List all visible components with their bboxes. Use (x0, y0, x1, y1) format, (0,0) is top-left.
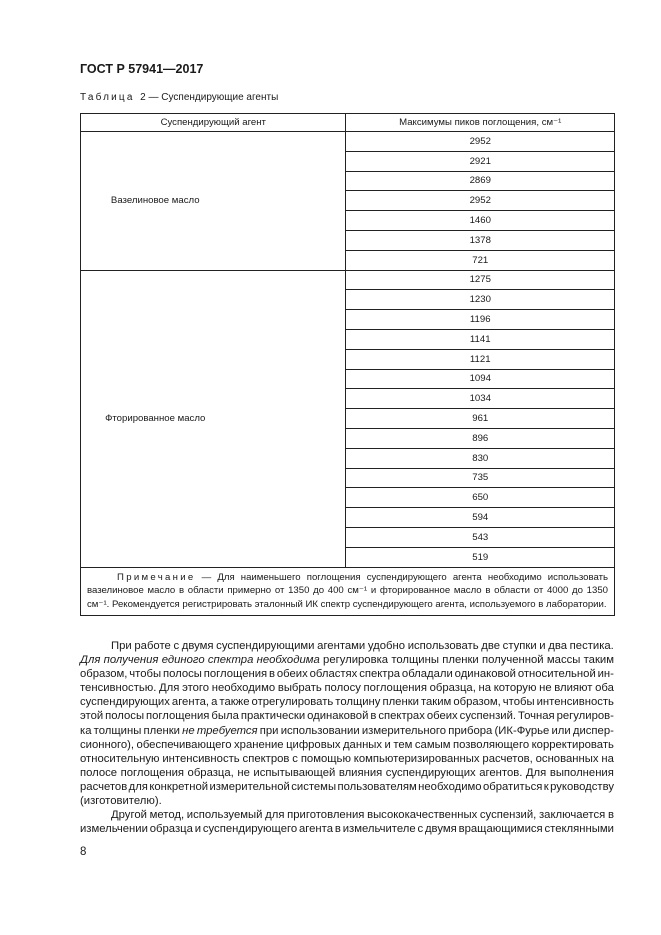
page-number: 8 (80, 846, 87, 858)
word: поглощения (363, 682, 427, 695)
word: (ИК-Фурье (494, 724, 550, 737)
word: суспензий. (459, 710, 517, 723)
word: образом, (453, 696, 501, 709)
column-header: Суспендирующий агент (81, 114, 346, 132)
word: агентов. (479, 766, 523, 779)
word: тенсивностью. (80, 682, 157, 695)
word: При (111, 640, 132, 652)
word: образца (149, 823, 193, 836)
agent-cell (81, 132, 346, 271)
word: регулировка (323, 654, 389, 667)
word: с (173, 640, 180, 652)
word: полосу (324, 682, 361, 695)
text-line (80, 709, 614, 723)
emphasis-text: необходима (256, 654, 320, 667)
word: диспер- (572, 724, 614, 737)
word: расчетов, (482, 752, 533, 765)
paragraph (80, 639, 614, 808)
word: одинаковой (307, 710, 369, 723)
word: конкретной (149, 780, 209, 793)
word: поглощения (203, 668, 268, 681)
note-label: Примечание (117, 571, 196, 583)
column-header: Максимумы пиков поглощения, см⁻¹ (346, 114, 615, 132)
agent-cell (81, 270, 346, 567)
word: для (265, 809, 285, 822)
word: двумя (424, 823, 457, 836)
word: областях (309, 668, 358, 681)
word: поглощения (120, 766, 185, 779)
word: не (237, 766, 250, 779)
note-row (81, 567, 615, 616)
word: стеклянными (544, 823, 614, 836)
word: суспендирующих (385, 766, 476, 779)
word: толщины (391, 654, 439, 667)
emphasis-text: Для (80, 654, 101, 667)
emphasis-text: спектра (207, 654, 254, 667)
word: обеспечивающего (136, 738, 232, 751)
word: Точная (518, 710, 555, 723)
word: полосе (80, 766, 118, 779)
caption-label: Таблица (80, 92, 135, 103)
word: в (370, 710, 377, 723)
text-line (80, 653, 614, 667)
word: Другой (111, 809, 147, 822)
word: (изготовителю). (80, 795, 162, 808)
text-line (80, 681, 614, 695)
word: пленки (442, 654, 479, 667)
peak-value: 1196 (346, 310, 615, 330)
word: регулиров- (556, 710, 614, 723)
word: удобно (367, 640, 406, 652)
text-line (80, 639, 614, 653)
word: суспендирующих (80, 696, 170, 709)
note-text: — Для наименьшего поглощения суспендирующего агента необходимо использовать вазелиновое масло в области примерно от 1350 до 400 см⁻¹ и фторированное масло в области от 4000 до 1350 см⁻¹. Рекомендуется регистрировать эталонный ИК спектр суспендирующего агента, используемого в лаборатории. (87, 571, 609, 610)
word: данных (342, 738, 383, 751)
word: суспензий, (479, 809, 537, 822)
table-row (81, 270, 615, 290)
word: образом, (80, 668, 128, 681)
peak-value: 2952 (346, 191, 615, 211)
word: пестика. (569, 640, 614, 652)
word: таким (420, 696, 452, 709)
word: испытывающей (253, 766, 336, 779)
peak-value: 2952 (346, 132, 615, 152)
word: полосы (162, 668, 202, 681)
emphasis-text: требуется (196, 724, 258, 737)
table-note (81, 567, 615, 616)
emphasis-text: единого (161, 654, 205, 667)
word: поглощения (146, 710, 210, 723)
peak-value: 594 (346, 508, 615, 528)
word: спектрах (378, 710, 425, 723)
word: интенсивность (536, 696, 614, 709)
word: выбрать (277, 682, 322, 695)
suspending-agents-table (80, 113, 615, 616)
word: корректировать (531, 738, 614, 751)
word: измерительной (209, 780, 290, 793)
text-line (80, 766, 614, 780)
word: метод, (149, 809, 185, 822)
word: спектров (242, 752, 290, 765)
peak-value: 1275 (346, 270, 615, 290)
peak-value: 735 (346, 468, 615, 488)
word: полученной (481, 654, 544, 667)
peak-value: 1034 (346, 389, 615, 409)
peak-value: 519 (346, 547, 615, 567)
word: и (194, 823, 202, 836)
word: практически (240, 710, 306, 723)
word: толщины (93, 724, 142, 737)
word: заключается (539, 809, 606, 822)
word: высококачественных (367, 809, 478, 822)
word: спектра (359, 668, 401, 681)
word: в (607, 809, 614, 822)
peak-value: 1230 (346, 290, 615, 310)
word: была (211, 710, 239, 723)
caption-title: 2 — Суспендирующие агенты (140, 92, 279, 103)
word: обеих (426, 710, 458, 723)
word: для (128, 780, 148, 793)
word: двумя (181, 640, 214, 652)
word: одинаковой (454, 668, 516, 681)
word: на (601, 752, 614, 765)
word: оба (595, 682, 614, 695)
word: хранение (234, 738, 284, 751)
text-line (80, 822, 614, 836)
word: Для (525, 766, 547, 779)
word: влияют (554, 682, 593, 695)
body-text (80, 639, 614, 836)
word: пленки (143, 724, 180, 737)
word: этого (182, 682, 210, 695)
word: расчетов (80, 780, 128, 793)
word: тем (393, 738, 413, 751)
word: сионного), (80, 738, 135, 751)
word: относительную (80, 752, 160, 765)
word: помощью (300, 752, 351, 765)
word: измерительного (361, 724, 447, 737)
word: Для (159, 682, 180, 695)
peak-value: 543 (346, 527, 615, 547)
word: ступки (502, 640, 537, 652)
word: агентами (317, 640, 366, 652)
text-line (80, 667, 614, 681)
text-line (80, 695, 614, 709)
word: прибора (448, 724, 493, 737)
peak-value: 2921 (346, 151, 615, 171)
word: руководству (550, 780, 614, 793)
word: два (548, 640, 568, 652)
word: в (269, 668, 276, 681)
word: также (219, 696, 250, 709)
peak-value: 896 (346, 428, 615, 448)
table-caption (80, 92, 278, 103)
emphasis-text: получения (103, 654, 159, 667)
word: самым (414, 738, 451, 751)
emphasis-text: не (182, 724, 195, 737)
word: обладали (401, 668, 453, 681)
word: отрегулировать (251, 696, 334, 709)
word: на (478, 682, 492, 695)
peak-value: 1094 (346, 369, 615, 389)
word: образца, (429, 682, 476, 695)
peak-value: 1460 (346, 211, 615, 231)
word: суспендирующими (216, 640, 315, 652)
word: с (292, 752, 298, 765)
word: этой (80, 710, 104, 723)
peak-value: 1141 (346, 329, 615, 349)
word: основанных (535, 752, 599, 765)
word: выполнения (549, 766, 614, 779)
word: необходимо (418, 780, 482, 793)
word: с (417, 823, 424, 836)
standard-header: ГОСТ Р 57941—2017 (80, 62, 204, 76)
word: компьютеризированных (353, 752, 480, 765)
text-line (80, 752, 614, 766)
word: образца, (187, 766, 234, 779)
word: интенсивность (162, 752, 240, 765)
word: позволяющего (452, 738, 530, 751)
word: агента (298, 823, 333, 836)
text-line (80, 738, 614, 752)
peak-value: 1121 (346, 349, 615, 369)
word: обеих (276, 668, 308, 681)
peak-value: 721 (346, 250, 615, 270)
peak-value: 830 (346, 448, 615, 468)
word: используемый (186, 809, 263, 822)
word: использовании (280, 724, 360, 737)
word: агента, (171, 696, 210, 709)
agent-name: Вазелиновое масло (110, 195, 200, 207)
word: массы (546, 654, 581, 667)
word: цифровых (286, 738, 341, 751)
peak-value: 2869 (346, 171, 615, 191)
text-line (80, 724, 614, 738)
peak-value: 1378 (346, 230, 615, 250)
word: или (551, 724, 571, 737)
word: и (384, 738, 391, 751)
paragraph (80, 808, 614, 836)
word: относительной (517, 668, 596, 681)
word: чтобы (502, 696, 535, 709)
text-line (80, 808, 614, 822)
word: и (539, 640, 546, 652)
word: измельчении (80, 823, 148, 836)
word: ка (80, 724, 92, 737)
word: полосы (105, 710, 145, 723)
peak-value: 961 (346, 409, 615, 429)
word: толщину (335, 696, 381, 709)
word: таким (583, 654, 614, 667)
word: вращающимися (458, 823, 543, 836)
word: системы (291, 780, 337, 793)
word: при (259, 724, 279, 737)
word: к (543, 780, 549, 793)
word: пользователям (337, 780, 417, 793)
word: работе (134, 640, 171, 652)
text-line (80, 794, 614, 808)
word: ин- (597, 668, 614, 681)
word: использовать (407, 640, 479, 652)
word: а (211, 696, 218, 709)
word: приготовления (287, 809, 365, 822)
text-line (80, 780, 614, 794)
word: в (334, 823, 341, 836)
word: измельчителе (342, 823, 416, 836)
word: две (481, 640, 501, 652)
word: обратиться (482, 780, 543, 793)
table-row (81, 132, 615, 152)
word: чтобы (129, 668, 162, 681)
word: суспендирующего (202, 823, 298, 836)
word: которую (493, 682, 537, 695)
peak-value: 650 (346, 488, 615, 508)
agent-name: Фторированное масло (105, 413, 206, 425)
word: не (539, 682, 552, 695)
word: необходимо (211, 682, 276, 695)
word: пленки (382, 696, 419, 709)
word: влияния (338, 766, 383, 779)
